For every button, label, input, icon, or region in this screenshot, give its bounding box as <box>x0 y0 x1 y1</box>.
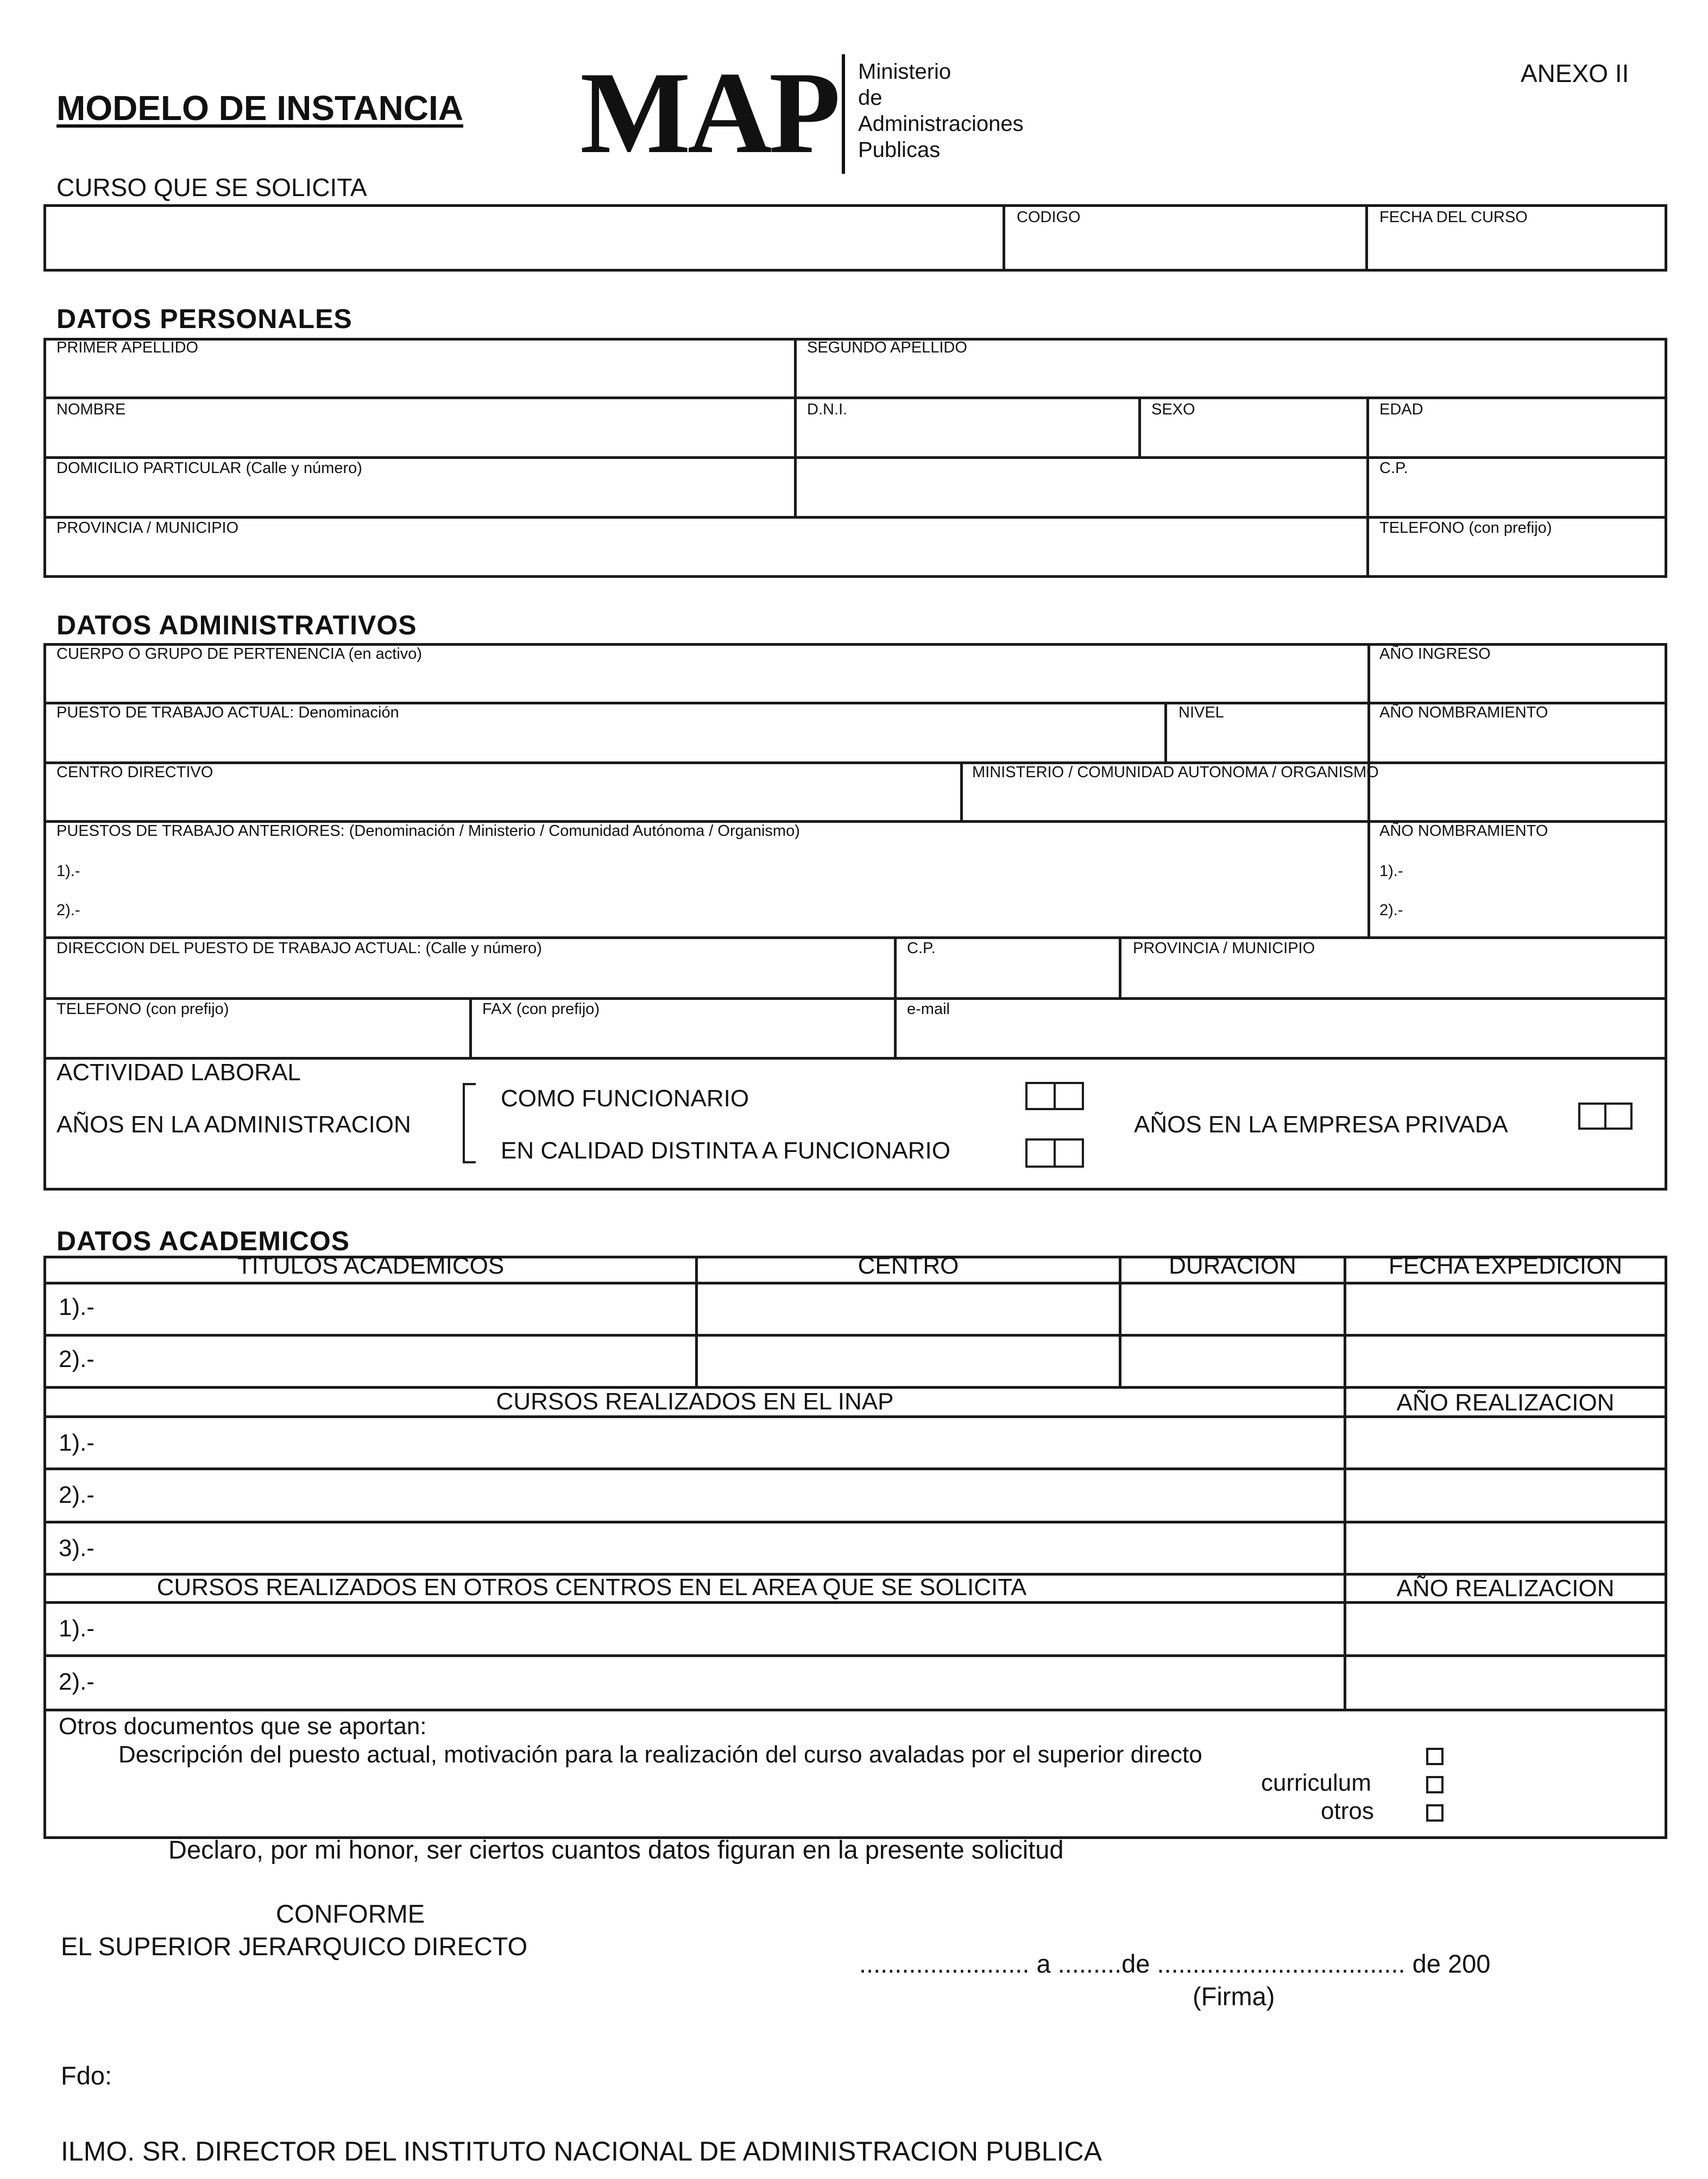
academic-heading: DATOS ACADEMICOS <box>56 1226 350 1256</box>
duracion-2-field[interactable] <box>1122 1337 1343 1385</box>
segundo-apellido-field[interactable] <box>797 358 1665 395</box>
inap-3-year-field[interactable] <box>1347 1524 1665 1572</box>
titulo-1-label: 1).- <box>59 1294 94 1320</box>
inap-1-field[interactable] <box>109 1419 1341 1466</box>
ano-nombramiento-field[interactable] <box>1370 723 1665 760</box>
course-heading: CURSO QUE SE SOLICITA <box>56 173 367 201</box>
centro-2-field[interactable] <box>698 1337 1118 1385</box>
conforme-label: CONFORME <box>276 1899 425 1928</box>
col-fecha-expedicion: FECHA EXPEDICION <box>1388 1252 1623 1279</box>
otros-2-field[interactable] <box>109 1658 1341 1706</box>
empresa-privada-label: AÑOS EN LA EMPRESA PRIVADA <box>1134 1111 1508 1138</box>
curriculum-label: curriculum <box>1261 1769 1371 1796</box>
ano-realizacion-inap: AÑO REALIZACION <box>1396 1389 1615 1416</box>
fecha-1-field[interactable] <box>1347 1285 1665 1333</box>
ano-ingreso-field[interactable] <box>1370 664 1665 701</box>
puesto-anterior-1-label: 1).- <box>56 862 80 880</box>
descripcion-checkbox[interactable] <box>1426 1748 1444 1765</box>
descripcion-label: Descripción del puesto actual, motivación para la realización del curso avaladas por el superior directo <box>118 1741 1202 1768</box>
inap-1-label: 1).- <box>59 1429 94 1456</box>
inap-2-label: 2).- <box>59 1482 94 1508</box>
inap-2-field[interactable] <box>109 1471 1341 1520</box>
col-titulos: TITULOS ACADEMICOS <box>237 1252 505 1279</box>
cp-trabajo-label: C.P. <box>907 940 936 957</box>
primer-apellido-label: PRIMER APELLIDO <box>56 339 199 356</box>
puesto-anterior-2-label: 2).- <box>56 902 80 919</box>
row-line <box>43 997 1667 1000</box>
col-centro: CENTRO <box>858 1252 959 1279</box>
fecha-curso-field[interactable] <box>1368 228 1665 269</box>
logo-divider <box>842 54 845 174</box>
codigo-field[interactable] <box>1005 228 1364 269</box>
ministry-line-3: Administraciones <box>858 112 1024 136</box>
direccion-label: DIRECCION DEL PUESTO DE TRABAJO ACTUAL: (Calle y número) <box>56 940 542 957</box>
calidad-distinta-label: EN CALIDAD DISTINTA A FUNCIONARIO <box>501 1137 950 1164</box>
row-line <box>43 1468 1667 1470</box>
ano-nombramiento-label: AÑO NOMBRAMIENTO <box>1379 704 1548 721</box>
divider <box>1604 1103 1606 1130</box>
otros-1-label: 1).- <box>59 1615 94 1642</box>
row-line <box>43 761 1667 764</box>
director-line: ILMO. SR. DIRECTOR DEL INSTITUTO NACIONAL DE ADMINISTRACION PUBLICA <box>61 2136 1102 2167</box>
row-line <box>43 936 1667 939</box>
edad-field[interactable] <box>1369 419 1665 455</box>
provincia-trabajo-label: PROVINCIA / MUNICIPIO <box>1133 940 1315 957</box>
inap-3-label: 3).- <box>59 1535 94 1561</box>
inap-1-year-field[interactable] <box>1347 1419 1665 1466</box>
map-logo: MAP <box>580 48 837 178</box>
provincia-field[interactable] <box>46 539 1365 576</box>
nivel-label: NIVEL <box>1178 704 1224 721</box>
telefono-label: TELEFONO (con prefijo) <box>1379 519 1552 537</box>
otros-documentos-label: Otros documentos que se aportan: <box>59 1713 427 1740</box>
otros-1-field[interactable] <box>109 1604 1341 1652</box>
ministry-line-1: Ministerio <box>858 60 951 84</box>
cp-label: C.P. <box>1379 459 1408 477</box>
ano-anterior-2-field[interactable] <box>1412 895 1662 933</box>
cuerpo-label: CUERPO O GRUPO DE PERTENENCIA (en activo) <box>56 645 423 663</box>
cp-trabajo-field[interactable] <box>897 959 1117 996</box>
ministerio-field[interactable] <box>963 783 1665 819</box>
row-line <box>43 1709 1667 1711</box>
duracion-1-field[interactable] <box>1122 1285 1343 1333</box>
actividad-laboral-label: ACTIVIDAD LABORAL <box>56 1059 301 1086</box>
otros-2-year-field[interactable] <box>1347 1658 1665 1706</box>
primer-apellido-field[interactable] <box>46 358 792 395</box>
ano-anterior-1-label: 1).- <box>1379 862 1403 880</box>
telefono-field[interactable] <box>1369 539 1665 576</box>
ano-realizacion-otros: AÑO REALIZACION <box>1396 1575 1615 1602</box>
nivel-field[interactable] <box>1167 723 1366 760</box>
declaracion: Declaro, por mi honor, ser ciertos cuantos datos figuran en la presente solicitud <box>168 1835 1064 1864</box>
personal-heading: DATOS PERSONALES <box>56 304 352 334</box>
inap-3-field[interactable] <box>109 1524 1341 1572</box>
anos-administracion-label: AÑOS EN LA ADMINISTRACION <box>56 1111 411 1138</box>
centro-1-field[interactable] <box>698 1285 1118 1333</box>
inap-heading: CURSOS REALIZADOS EN EL INAP <box>496 1388 894 1415</box>
sexo-label: SEXO <box>1151 401 1195 418</box>
centro-directivo-field[interactable] <box>46 783 959 819</box>
titulo-2-label: 2).- <box>59 1346 94 1372</box>
ministerio-label: MINISTERIO / COMUNIDAD AUTONOMA / ORGANISMO <box>972 764 1379 781</box>
provincia-label: PROVINCIA / MUNICIPIO <box>56 519 239 537</box>
email-field[interactable] <box>897 1020 1665 1056</box>
edad-label: EDAD <box>1379 401 1423 418</box>
fecha-curso-label: FECHA DEL CURSO <box>1379 209 1528 226</box>
admin-heading: DATOS ADMINISTRATIVOS <box>56 610 417 640</box>
puesto-label: PUESTO DE TRABAJO ACTUAL: Denominación <box>56 704 399 721</box>
otros-2-label: 2).- <box>59 1668 94 1695</box>
row-line <box>43 1334 1667 1337</box>
cuerpo-field[interactable] <box>46 664 1366 701</box>
form-title: MODELO DE INSTANCIA <box>56 89 464 128</box>
ministry-line-2: de <box>858 86 883 110</box>
divider <box>1054 1082 1056 1110</box>
fdo-label: Fdo: <box>61 2061 112 2090</box>
nombre-field[interactable] <box>46 419 792 455</box>
domicilio-field[interactable] <box>46 479 1365 515</box>
bracket <box>463 1083 476 1163</box>
row-line <box>43 516 1667 519</box>
telefono-trabajo-label: TELEFONO (con prefijo) <box>56 1000 229 1018</box>
centro-directivo-label: CENTRO DIRECTIVO <box>56 764 213 781</box>
cp-field[interactable] <box>1369 479 1665 515</box>
course-name-field[interactable] <box>46 207 1001 269</box>
divider <box>1054 1138 1056 1168</box>
row-line <box>43 1521 1667 1523</box>
otros-1-year-field[interactable] <box>1347 1604 1665 1652</box>
date-line[interactable]: ........................ a .........de ................................... de 200 <box>859 1949 1491 1978</box>
telefono-trabajo-field[interactable] <box>46 1020 468 1056</box>
codigo-label: CODIGO <box>1017 209 1081 226</box>
titulo-2-field[interactable] <box>109 1337 693 1385</box>
curriculum-checkbox[interactable] <box>1426 1776 1444 1793</box>
puestos-anteriores-label: PUESTOS DE TRABAJO ANTERIORES: (Denominación / Ministerio / Comunidad Autónoma / Organismo) <box>56 822 800 840</box>
dni-field[interactable] <box>797 419 1137 455</box>
annex-label: ANEXO II <box>1521 59 1629 87</box>
ministry-line-4: Publicas <box>858 138 941 162</box>
puesto-anterior-1-field[interactable] <box>92 857 1363 887</box>
email-label: e-mail <box>907 1000 950 1018</box>
divider <box>1344 1256 1346 1709</box>
inap-2-year-field[interactable] <box>1347 1471 1665 1520</box>
otros-label: otros <box>1321 1798 1374 1824</box>
fdo-field[interactable] <box>125 2053 777 2096</box>
puesto-anterior-2-field[interactable] <box>92 895 1363 933</box>
segundo-apellido-label: SEGUNDO APELLIDO <box>807 339 967 356</box>
sexo-field[interactable] <box>1141 419 1365 455</box>
ministry-name <box>858 59 1024 163</box>
dni-label: D.N.I. <box>807 401 848 418</box>
direccion-field[interactable] <box>46 959 892 996</box>
ano-anterior-1-field[interactable] <box>1412 857 1662 887</box>
row-line <box>43 396 1667 399</box>
otros-checkbox[interactable] <box>1426 1804 1444 1822</box>
fax-label: FAX (con prefijo) <box>482 1000 600 1018</box>
titulo-1-field[interactable] <box>109 1285 693 1333</box>
col-duracion: DURACION <box>1169 1252 1296 1279</box>
ano-ingreso-label: AÑO INGRESO <box>1379 645 1491 663</box>
row-line <box>43 1282 1667 1284</box>
superior-label: EL SUPERIOR JERARQUICO DIRECTO <box>61 1932 528 1961</box>
divider <box>1367 820 1370 937</box>
fax-field[interactable] <box>472 1020 892 1056</box>
row-line <box>43 456 1667 459</box>
provincia-trabajo-field[interactable] <box>1121 959 1665 996</box>
ano-anterior-2-label: 2).- <box>1379 902 1403 919</box>
puesto-field[interactable] <box>46 723 1163 760</box>
ano-nombramiento-anterior-label: AÑO NOMBRAMIENTO <box>1379 822 1548 840</box>
domicilio-label: DOMICILIO PARTICULAR (Calle y número) <box>56 459 362 477</box>
como-funcionario-label: COMO FUNCIONARIO <box>501 1085 749 1112</box>
otros-centros-heading: CURSOS REALIZADOS EN OTROS CENTROS EN EL AREA QUE SE SOLICITA <box>156 1574 1027 1601</box>
nombre-label: NOMBRE <box>56 401 126 418</box>
firma-label: (Firma) <box>1193 1982 1275 2011</box>
fecha-2-field[interactable] <box>1347 1337 1665 1385</box>
row-line <box>43 1654 1667 1657</box>
